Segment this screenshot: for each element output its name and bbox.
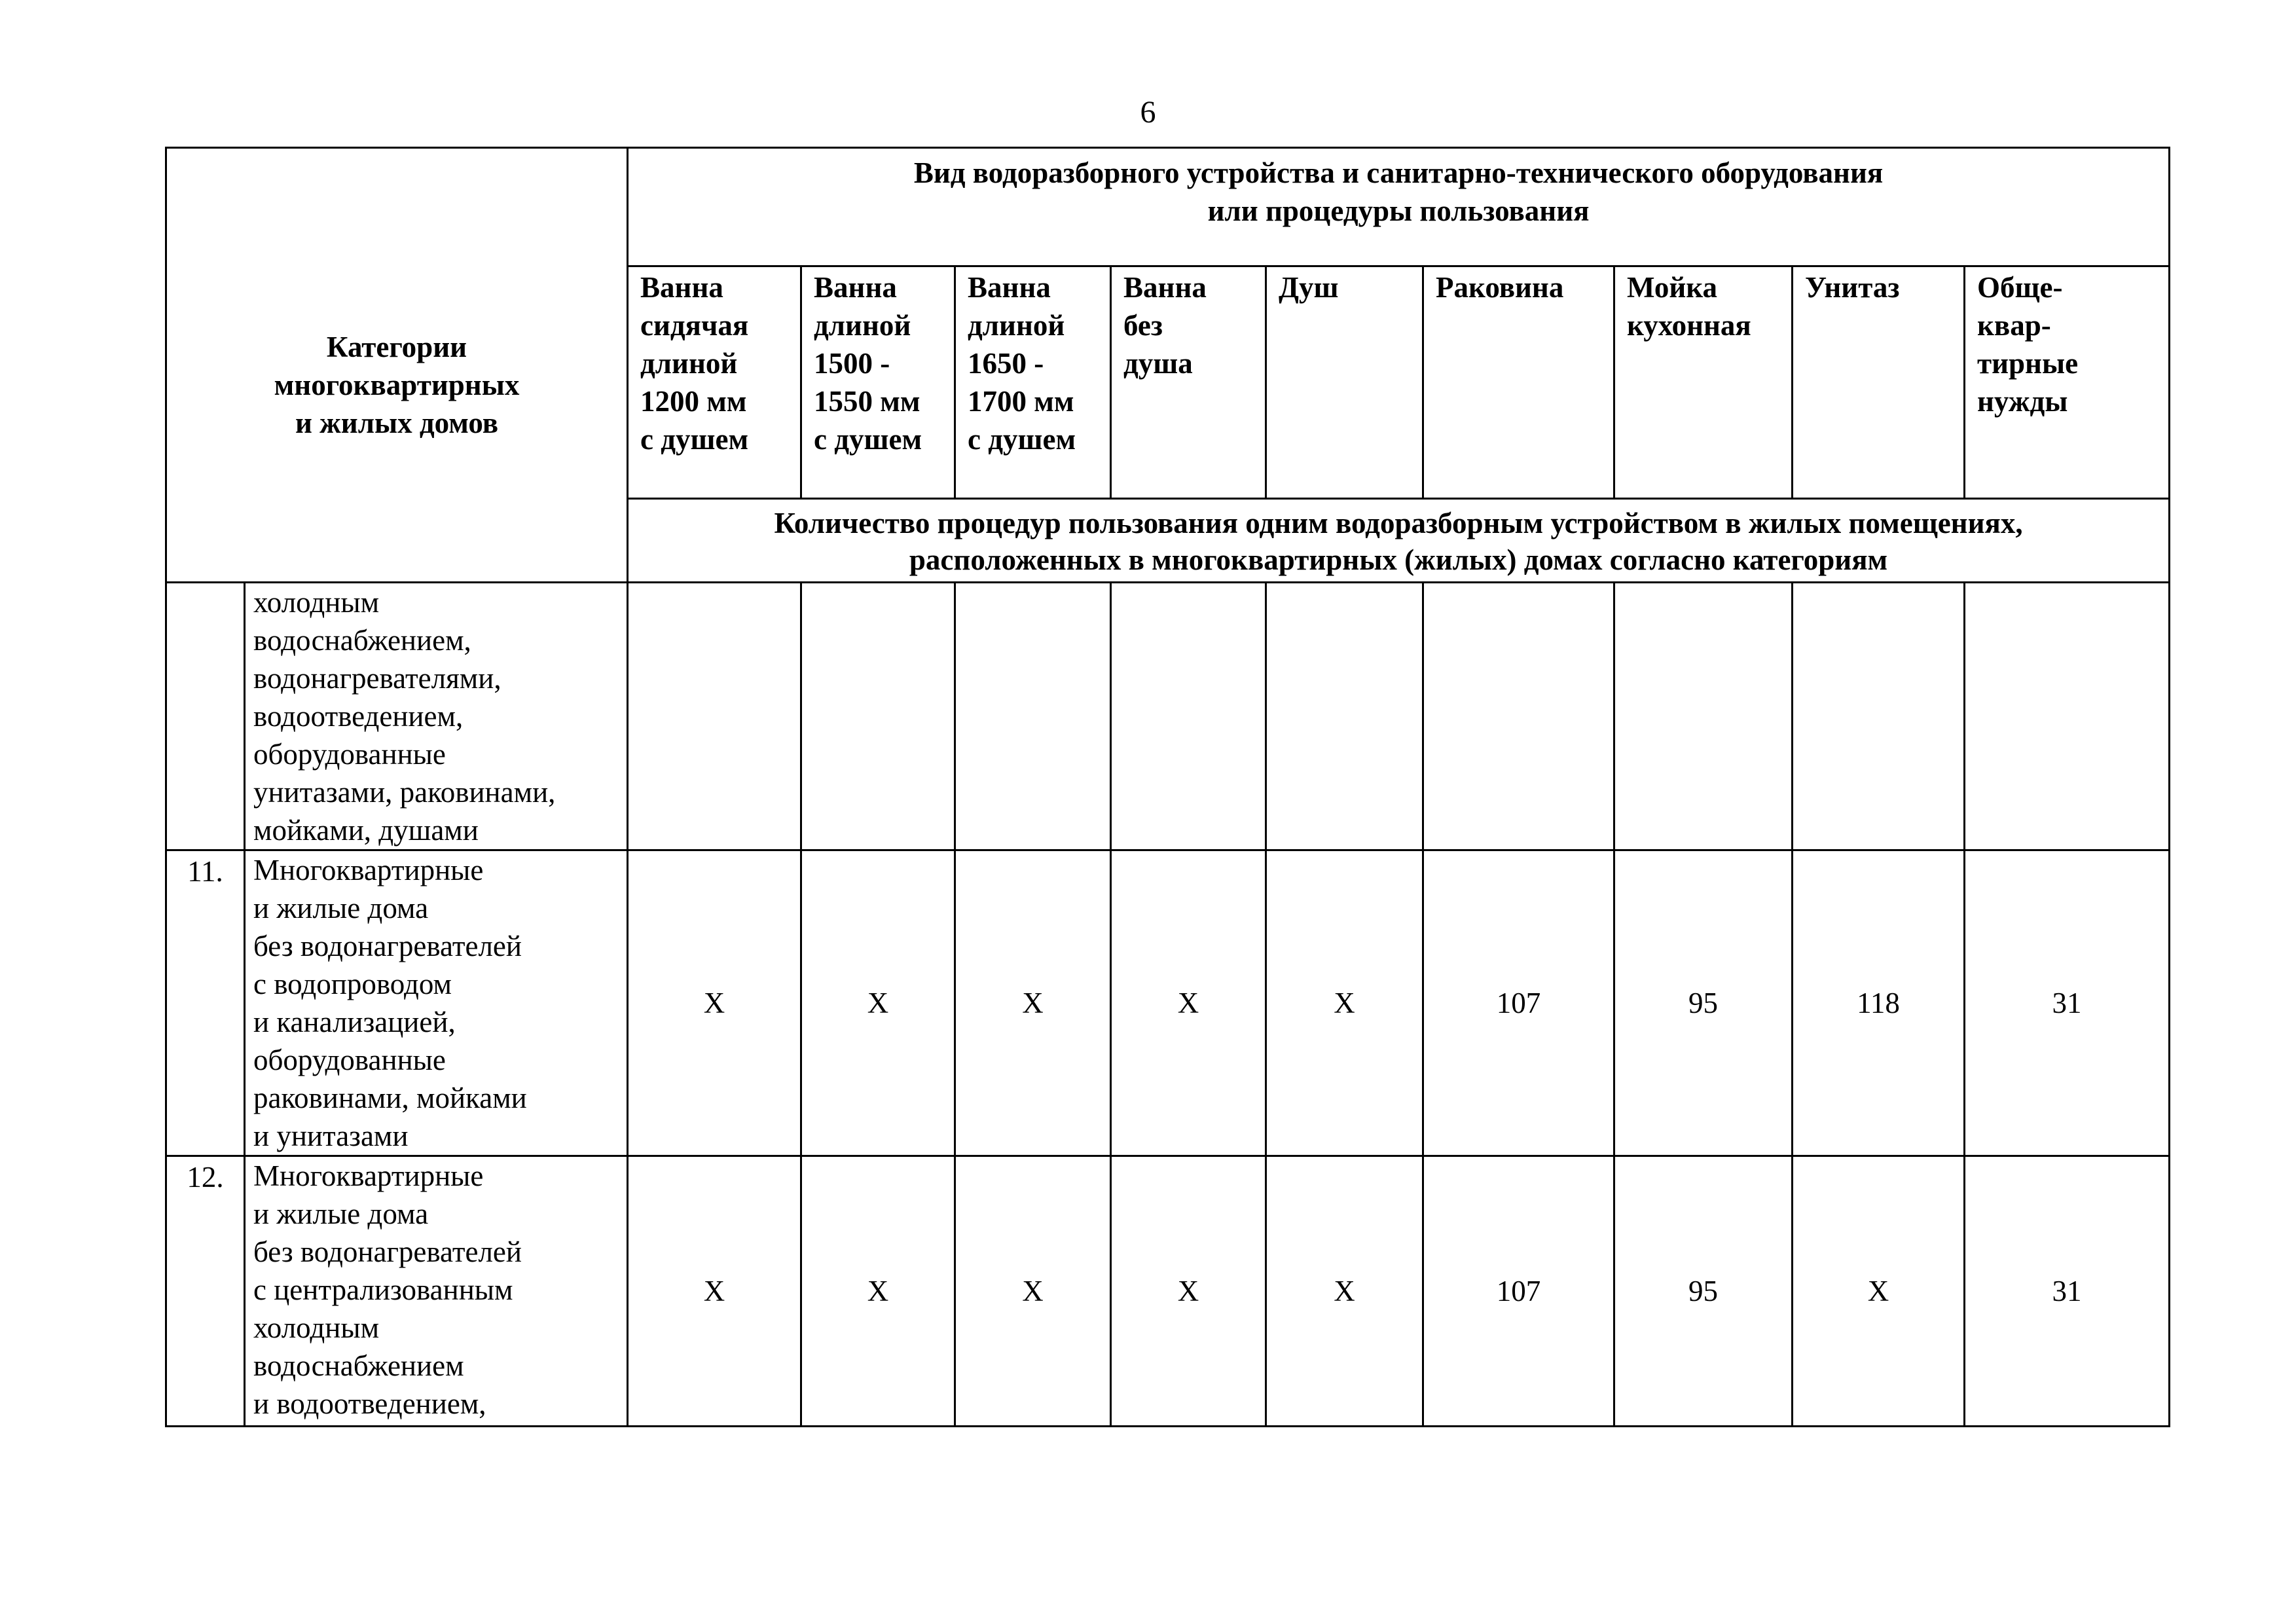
description-line: и жилые дома	[253, 892, 429, 924]
group-header-line: Вид водоразборного устройства и санитарно-технического оборудования	[913, 156, 1884, 189]
column-header-line: нужды	[1977, 385, 2068, 418]
column-header-line: длиной	[640, 347, 738, 380]
column-header-bath-1500	[801, 266, 955, 499]
column-header-line: квар-	[1977, 309, 2051, 342]
column-header-bath-1650	[955, 266, 1111, 499]
value-cell: Х	[628, 1156, 801, 1427]
column-header-line: Обще-	[1977, 271, 2063, 304]
column-header-common-needs	[1965, 266, 2170, 499]
description-line: и водоотведением,	[253, 1387, 486, 1420]
value-cell: 107	[1423, 1156, 1614, 1427]
description-line: мойками, душами	[253, 814, 479, 847]
table-row	[166, 1156, 2170, 1427]
column-header-line: с душем	[640, 423, 749, 456]
column-header-line: длиной	[814, 309, 911, 342]
quantity-header-line: расположенных в многоквартирных (жилых) домах согласно категориям	[909, 543, 1888, 576]
value-cell	[801, 583, 955, 850]
page-number: 6	[1140, 95, 1156, 130]
column-header-line: 1650 -	[968, 347, 1044, 380]
value-cell: 31	[1965, 1156, 2170, 1427]
row-number: 12.	[166, 1156, 245, 1427]
description-line: Многоквартирные	[253, 1159, 484, 1192]
row-description	[245, 583, 628, 850]
value-cell: Х	[1266, 1156, 1423, 1427]
column-header-line: 1550 мм	[814, 385, 920, 418]
quantity-header-line: Количество процедур пользования одним водоразборным устройством в жилых помещениях,	[774, 507, 2023, 539]
column-header-line: сидячая	[640, 309, 749, 342]
table-row	[166, 583, 2170, 850]
column-header-line: с душем	[968, 423, 1076, 456]
column-header-line: 1500 -	[814, 347, 890, 380]
description-line: холодным	[253, 586, 380, 619]
value-cell	[628, 583, 801, 850]
description-line: Многоквартирные	[253, 854, 484, 886]
column-header-line: кухонная	[1627, 309, 1751, 342]
value-cell: Х	[628, 850, 801, 1156]
value-cell: Х	[1793, 1156, 1965, 1427]
value-cell: Х	[1111, 850, 1266, 1156]
row-description	[245, 850, 628, 1156]
table-row	[166, 850, 2170, 1156]
row-number: 11.	[166, 850, 245, 1156]
column-header-line: Мойка	[1627, 271, 1718, 304]
quantity-header	[628, 499, 2170, 583]
description-line: водоснабжением,	[253, 624, 471, 657]
value-cell: Х	[1266, 850, 1423, 1156]
value-cell	[1965, 583, 2170, 850]
value-cell: 31	[1965, 850, 2170, 1156]
description-line: и канализацией,	[253, 1006, 456, 1038]
column-header-line: Ванна	[640, 271, 723, 304]
description-line: с водопроводом	[253, 968, 452, 1000]
description-line: водоснабжением	[253, 1349, 464, 1382]
description-line: без водонагревателей	[253, 930, 522, 962]
description-line: с централизованным	[253, 1273, 513, 1306]
value-cell: Х	[955, 1156, 1111, 1427]
description-line: оборудованные	[253, 738, 446, 771]
group-header-line: или процедуры пользования	[1207, 194, 1590, 227]
header-row-group	[166, 148, 2170, 266]
column-header-shower	[1266, 266, 1423, 499]
column-header-line: без	[1123, 309, 1163, 342]
description-line: унитазами, раковинами,	[253, 776, 556, 809]
value-cell: Х	[1111, 1156, 1266, 1427]
column-header-line: Душ	[1279, 271, 1339, 304]
consumption-table	[165, 147, 2170, 1427]
column-header-line: длиной	[968, 309, 1065, 342]
column-header-line: Ванна	[814, 271, 897, 304]
value-cell: 95	[1614, 850, 1793, 1156]
column-header-line: душа	[1123, 347, 1193, 380]
category-header-line: Категории	[326, 330, 467, 363]
category-header-line: многоквартирных	[274, 368, 520, 401]
column-header-line: Унитаз	[1805, 271, 1900, 304]
column-header-line: Раковина	[1436, 271, 1564, 304]
value-cell: Х	[801, 1156, 955, 1427]
column-header-line: 1200 мм	[640, 385, 747, 418]
column-header-line: 1700 мм	[968, 385, 1074, 418]
value-cell: Х	[955, 850, 1111, 1156]
value-cell: Х	[801, 850, 955, 1156]
description-line: без водонагревателей	[253, 1235, 522, 1268]
column-header-line: Ванна	[1123, 271, 1207, 304]
description-line: раковинами, мойками	[253, 1082, 527, 1114]
value-cell	[955, 583, 1111, 850]
column-header-kitchen-sink	[1614, 266, 1793, 499]
column-header-bath-no-shower	[1111, 266, 1266, 499]
description-line: и унитазами	[253, 1120, 409, 1152]
value-cell	[1614, 583, 1793, 850]
equipment-group-header	[628, 148, 2170, 266]
value-cell: 95	[1614, 1156, 1793, 1427]
column-header-line: тирные	[1977, 347, 2079, 380]
column-header-line: с душем	[814, 423, 922, 456]
value-cell	[1111, 583, 1266, 850]
description-line: оборудованные	[253, 1044, 446, 1076]
column-header-toilet	[1793, 266, 1965, 499]
value-cell	[1793, 583, 1965, 850]
row-description	[245, 1156, 628, 1427]
description-line: водонагревателями,	[253, 662, 501, 695]
category-header-line: и жилых домов	[295, 406, 498, 439]
column-header-sitz-bath	[628, 266, 801, 499]
column-header-line: Ванна	[968, 271, 1051, 304]
description-line: и жилые дома	[253, 1197, 429, 1230]
value-cell	[1423, 583, 1614, 850]
value-cell	[1266, 583, 1423, 850]
category-header	[166, 148, 628, 583]
value-cell: 107	[1423, 850, 1614, 1156]
row-number	[166, 583, 245, 850]
description-line: водоотведением,	[253, 700, 464, 733]
value-cell: 118	[1793, 850, 1965, 1156]
description-line: холодным	[253, 1311, 380, 1344]
column-header-washbasin	[1423, 266, 1614, 499]
